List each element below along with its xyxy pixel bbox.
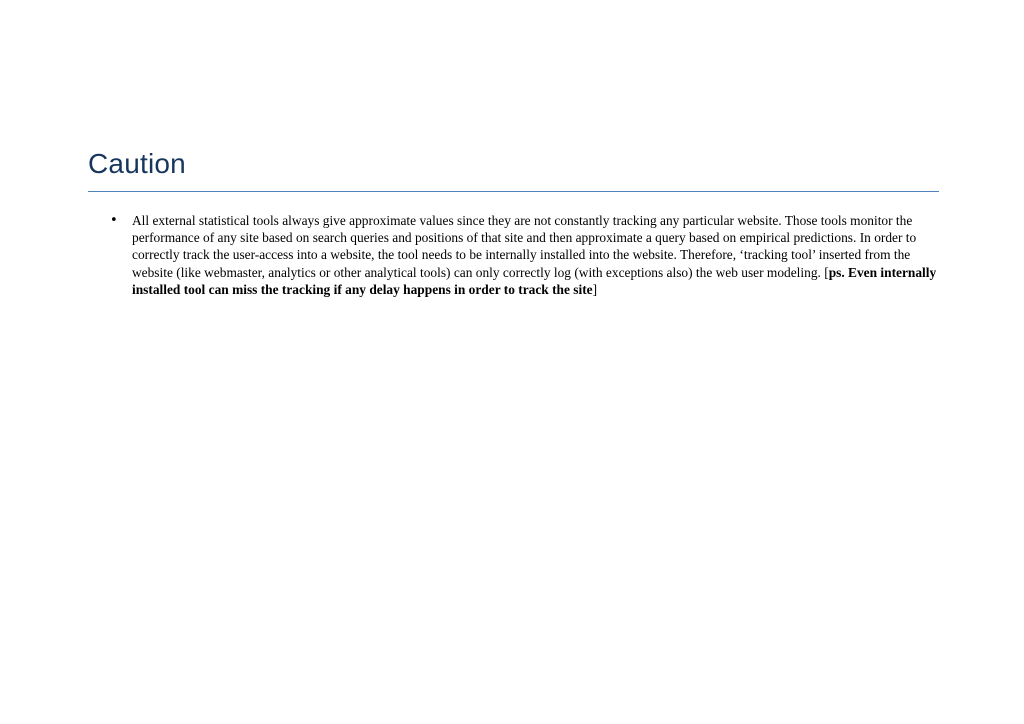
list-item xyxy=(110,212,940,298)
bullet-marker: • xyxy=(110,213,118,228)
bullet-bold-note: ps. Even internally installed tool can miss the tracking if any delay happens in order to track the site xyxy=(132,264,937,297)
bullet-list xyxy=(110,212,940,298)
bullet-text: All external statistical tools always give approximate values since they are not constantly tracking any particular website. Those tools monitor the performance of any site based on search queries and positions of that site and then approximate a query based on empirical predictions. In order to correctly track the user-access into a website, the tool needs to be internally installed into the website. Therefore, ‘tracking tool’ inserted from the website (like webmaster, analytics or other analytical tools) can only correctly log (with exceptions also) the web user modeling. [ xyxy=(132,213,917,280)
heading-divider xyxy=(88,191,939,192)
section-heading: Caution xyxy=(88,148,186,179)
bullet-text-close: ] xyxy=(592,281,598,297)
